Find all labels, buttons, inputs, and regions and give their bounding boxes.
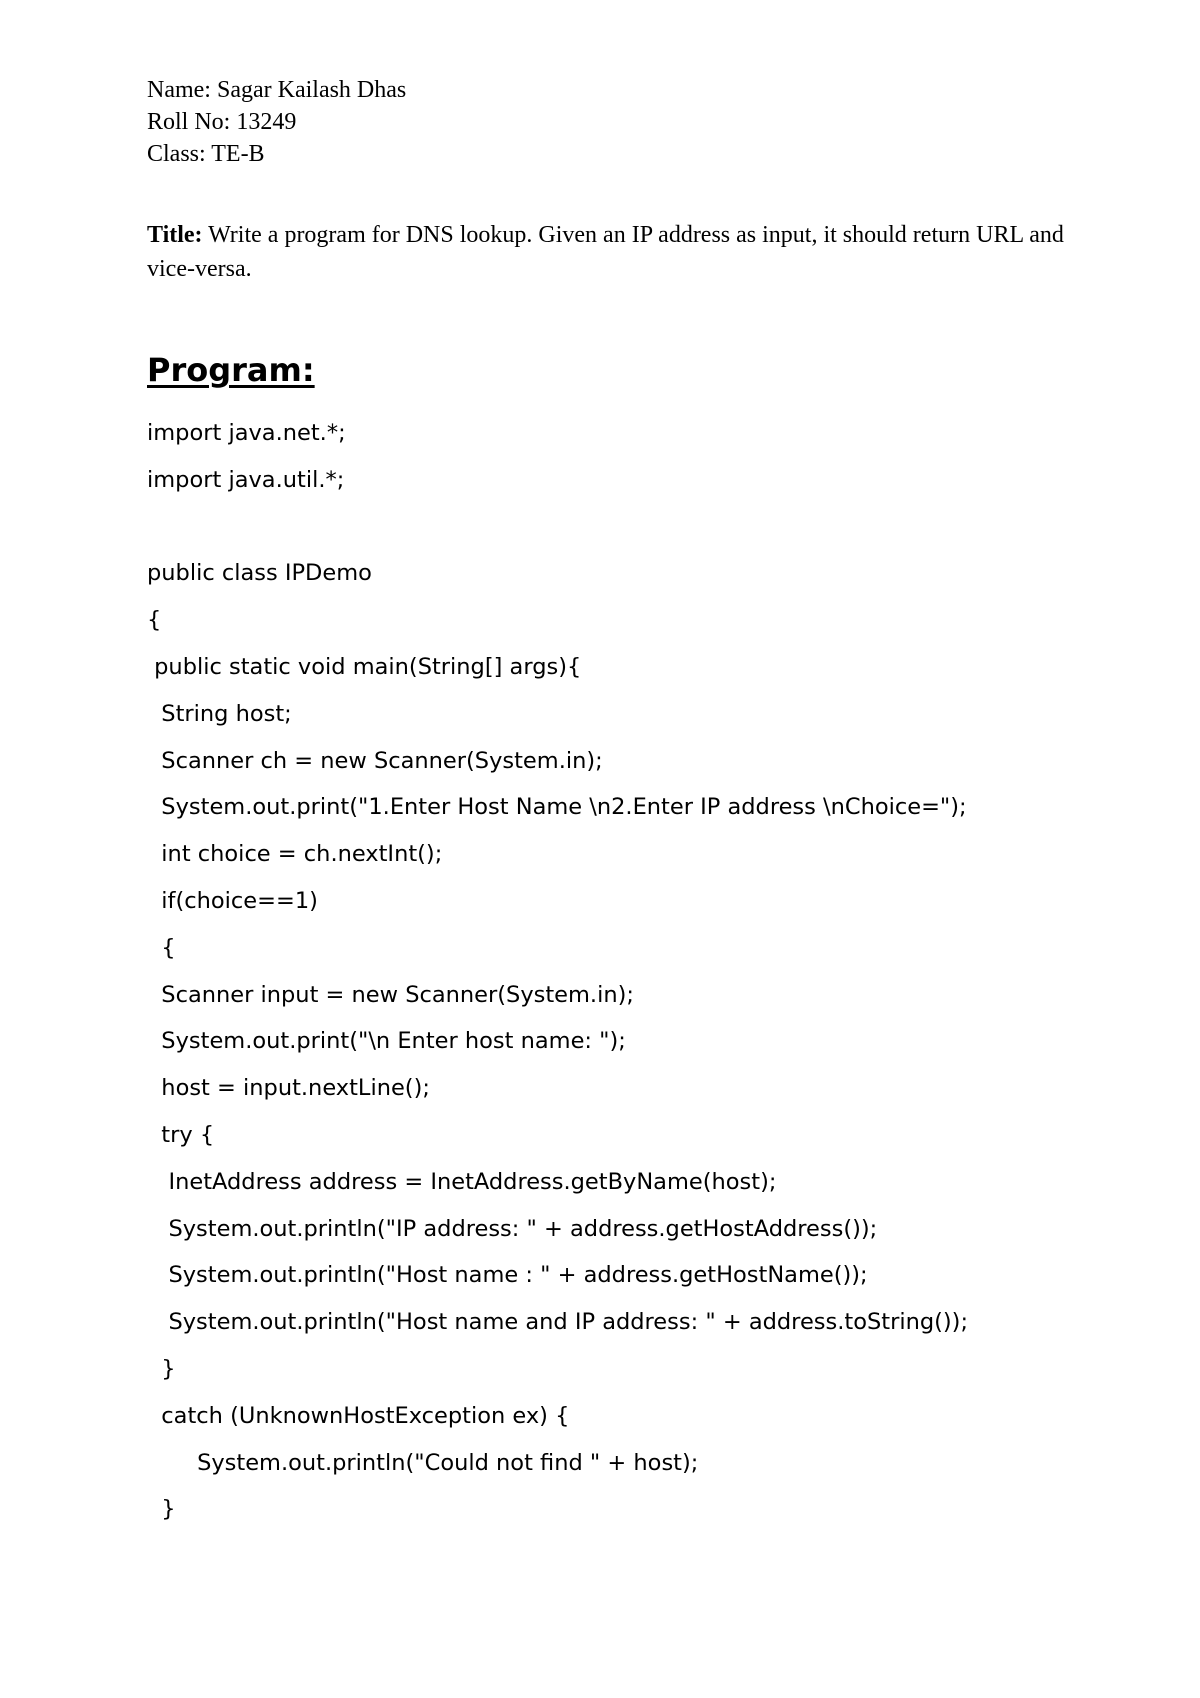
code-listing bbox=[147, 410, 968, 1533]
program-heading: Program: bbox=[147, 351, 315, 389]
code-line: import java.net.*; bbox=[147, 420, 346, 446]
code-line: String host; bbox=[147, 700, 292, 727]
code-line: System.out.println("Could not find " + host); bbox=[147, 1449, 699, 1476]
code-line: System.out.println("Host name : " + address.getHostName()); bbox=[147, 1262, 868, 1289]
code-line: Scanner ch = new Scanner(System.in); bbox=[147, 747, 603, 774]
student-info bbox=[147, 74, 406, 170]
assignment-title bbox=[147, 218, 1087, 286]
code-line: host = input.nextLine(); bbox=[147, 1075, 430, 1102]
code-line: public class IPDemo bbox=[147, 560, 372, 587]
code-line: try { bbox=[147, 1121, 215, 1148]
student-class: Class: TE-B bbox=[147, 141, 265, 167]
code-line: int choice = ch.nextInt(); bbox=[147, 841, 443, 868]
code-line: public static void main(String[] args){ bbox=[147, 653, 582, 680]
student-name: Name: Sagar Kailash Dhas bbox=[147, 77, 407, 103]
code-line: } bbox=[147, 1496, 176, 1523]
code-line: System.out.print("\n Enter host name: "); bbox=[147, 1028, 626, 1055]
title-label: Title: bbox=[147, 222, 203, 248]
student-roll-number: Roll No: 13249 bbox=[147, 109, 297, 135]
code-line: System.out.println("IP address: " + address.getHostAddress()); bbox=[147, 1215, 878, 1242]
code-line: if(choice==1) bbox=[147, 887, 318, 914]
code-line: catch (UnknownHostException ex) { bbox=[147, 1402, 570, 1429]
code-line: } bbox=[147, 1355, 176, 1382]
code-line bbox=[147, 504, 968, 551]
code-line: InetAddress address = InetAddress.getByName(host); bbox=[147, 1168, 777, 1195]
code-line: { bbox=[147, 607, 162, 634]
title-text: Write a program for DNS lookup. Given an IP address as input, it should return URL and vice-versa. bbox=[147, 222, 1064, 282]
code-line: System.out.println("Host name and IP address: " + address.toString()); bbox=[147, 1309, 969, 1336]
code-line: { bbox=[147, 934, 176, 961]
code-line: System.out.print("1.Enter Host Name \n2.Enter IP address \nChoice="); bbox=[147, 794, 967, 821]
code-line: Scanner input = new Scanner(System.in); bbox=[147, 981, 634, 1008]
code-line: import java.util.*; bbox=[147, 466, 345, 493]
